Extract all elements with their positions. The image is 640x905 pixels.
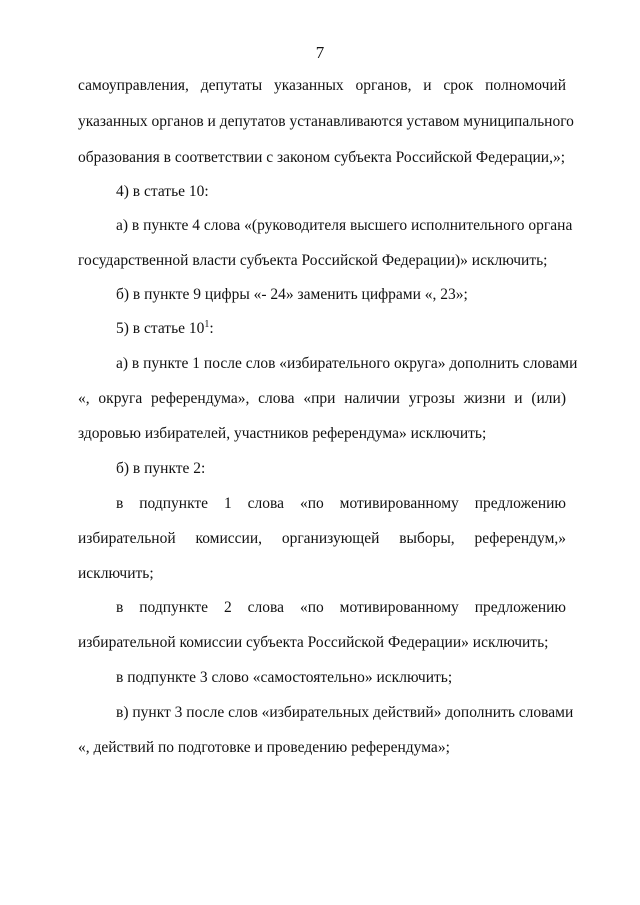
text-line: образования в соответствии с законом субъекта Российской Федерации,»;: [78, 149, 566, 166]
text-line: 4) в статье 10:: [116, 183, 209, 200]
text-line: б) в пункте 9 цифры «- 24» заменить цифрами «, 23»;: [116, 286, 468, 303]
item-5-suffix: :: [209, 320, 214, 337]
text-line: исключить;: [78, 565, 154, 582]
text-line: в) пункт 3 после слов «избирательных действий» дополнить словами: [116, 704, 574, 721]
item-5-superscript: 1: [204, 318, 210, 330]
text-line: «, округа референдума», слова «при наличии угрозы жизни и (или): [78, 390, 566, 407]
text-line: самоуправления, депутаты указанных органов, и срок полномочий: [78, 77, 566, 94]
text-line: указанных органов и депутатов устанавливаются уставом муниципального: [78, 113, 574, 130]
text-line: а) в пункте 4 слова «(руководителя высшего исполнительного органа: [116, 217, 573, 234]
text-line: здоровью избирателей, участников референдума» исключить;: [78, 425, 487, 442]
page-number: 7: [315, 43, 325, 62]
text-line: государственной власти субъекта Российской Федерации)» исключить;: [78, 252, 548, 269]
text-line: «, действий по подготовке и проведению референдума»;: [78, 739, 450, 756]
text-line: в подпункте 1 слова «по мотивированному предложению: [116, 495, 566, 512]
text-line: в подпункте 3 слово «самостоятельно» исключить;: [116, 669, 453, 686]
text-line: избирательной комиссии субъекта Российской Федерации» исключить;: [78, 634, 549, 651]
text-line: избирательной комиссии, организующей выборы, референдум,»: [78, 530, 566, 547]
text-line: б) в пункте 2:: [116, 460, 206, 477]
item-5-heading: [116, 319, 566, 339]
text-line: а) в пункте 1 после слов «избирательного округа» дополнить словами: [116, 355, 578, 372]
item-5-text: 5) в статье 10: [116, 320, 205, 337]
text-line: в подпункте 2 слова «по мотивированному предложению: [116, 599, 566, 616]
